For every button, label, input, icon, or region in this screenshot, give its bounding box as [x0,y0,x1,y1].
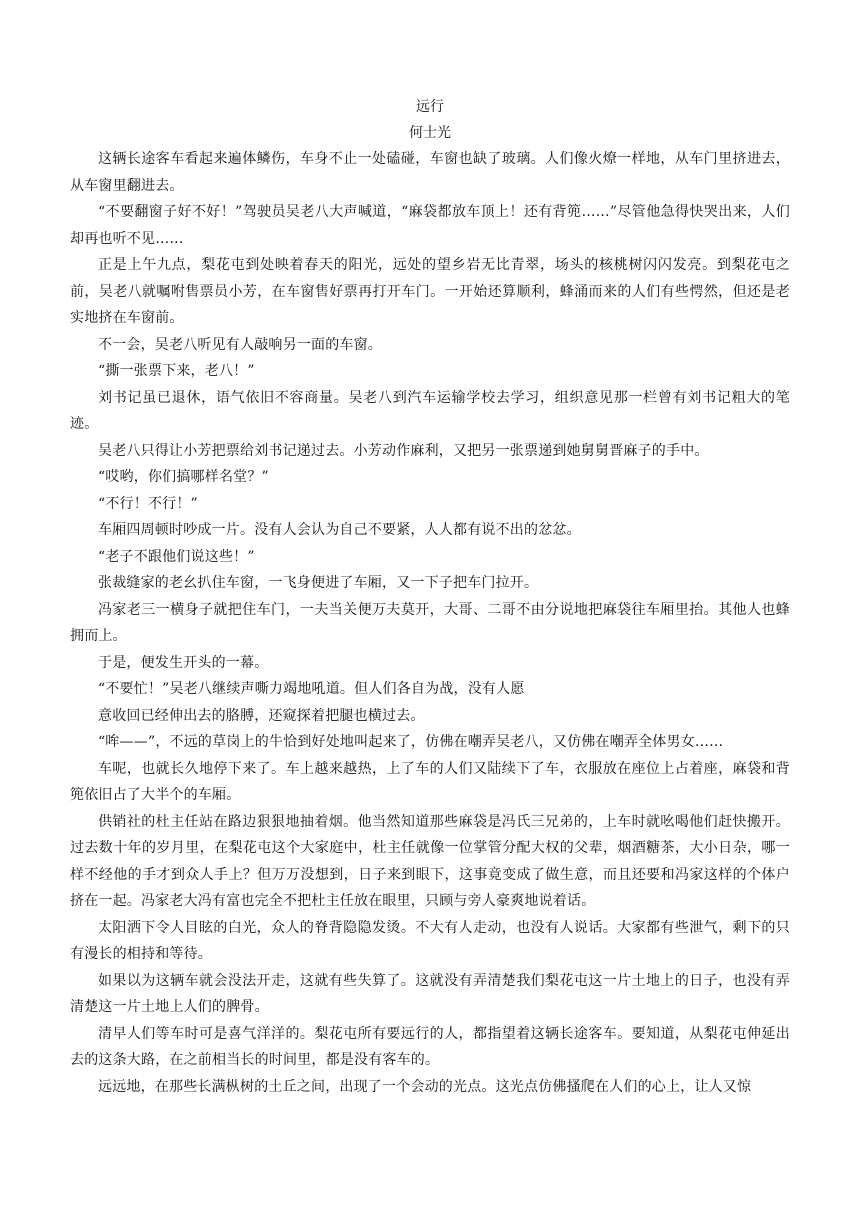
paragraph: 供销社的杜主任站在路边狠狠地抽着烟。他当然知道那些麻袋是冯氏三兄弟的，上车时就吆喝他们赶快搬开。过去数十年的岁月里，在梨花屯这个大家庭中，杜主任就像一位掌管分配大权的父辈，烟酒糖茶，大小日杂，哪一样不经他的手才到众人手上？但万万没想到，日子来到眼下，这事竟变成了做生意，而且还要和冯家这样的个体户挤在一起。冯家老大冯有富也完全不把杜主任放在眼里，只顾与旁人豪爽地说着话。 [70,813,790,909]
paragraph: 正是上午九点，梨花屯到处映着春天的阳光，远处的望乡岩无比青翠，场头的核桃树闪闪发亮。到梨花屯之前，吴老八就嘱咐售票员小芳，在车窗售好票再打开车门。一开始还算顺利，蜂涌而来的人们有些愕然，但还是老实地挤在车窗前。 [70,257,790,326]
paragraph: 车呢，也就长久地停下来了。车上越来越热，上了车的人们又陆续下了车，衣服放在座位上占着座，麻袋和背篼依旧占了大半个的车厢。 [70,760,790,803]
article-title: 远行 [416,99,444,115]
paragraph: “哞——”，不远的草岗上的牛恰到好处地叫起来了，仿佛在嘲弄吴老八，又仿佛在嘲弄全体男女…… [98,734,724,750]
paragraph: “不要翻窗子好不好！”驾驶员吴老八大声喊道，“麻袋都放车顶上！还有背篼……”尽管他急得快哭出来，人们却再也听不见…… [70,204,790,247]
paragraph: 冯家老三一横身子就把住车门，一夫当关便万夫莫开，大哥、二哥不由分说地把麻袋往车厢里抬。其他人也蜂拥而上。 [70,601,790,644]
paragraph: “不行！不行！” [98,495,198,512]
paragraph: 车厢四周顿时吵成一片。没有人会认为自己不要紧，人人都有说不出的忿忿。 [98,522,581,538]
paragraph: “撕一张票下来，老八！” [98,363,255,379]
paragraph: “哎哟，你们搞哪样名堂？” [98,469,269,485]
author-name: 何士光 [409,125,451,141]
paragraph: 意收回已经伸出去的胳膊，还窥探着把腿也横过去。 [98,707,425,724]
paragraph: 远远地，在那些长满枞树的土丘之间，出现了一个会动的光点。这光点仿佛搔爬在人们的心上，让人又惊 [98,1078,752,1095]
paragraph: 不一会，吴老八听见有人敲响另一面的车窗。 [98,336,382,353]
paragraph: 吴老八只得让小芳把票给刘书记递过去。小芳动作麻利，又把另一张票递到她舅舅晋麻子的手中。 [98,442,709,459]
paragraph: “老子不跟他们说这些！” [98,548,255,565]
paragraph: 刘书记虽已退休，语气依旧不容商量。吴老八到汽车运输学校去学习，组织意见那一栏曾有刘书记粗大的笔迹。 [70,389,790,432]
paragraph: 太阳洒下令人目眩的白光，众人的脊背隐隐发烫。不大有人走动，也没有人说话。大家都有些泄气，剩下的只有漫长的相持和等待。 [70,919,790,962]
paragraph: 张裁缝家的老幺扒住车窗，一飞身便进了车厢，又一下子把车门拉开。 [98,575,539,591]
paragraph: “不要忙！”吴老八继续声嘶力竭地吼道。但人们各自为战，没有人愿 [98,681,525,697]
paragraph: 如果以为这辆车就会没法开走，这就有些失算了。这就没有弄清楚我们梨花屯这一片土地上的日子，也没有弄清楚这一片土地上人们的脾骨。 [70,972,790,1015]
paragraph: 这辆长途客车看起来遍体鳞伤，车身不止一处磕碰，车窗也缺了玻璃。人们像火燎一样地，从车门里挤进去，从车窗里翻进去。 [70,151,790,194]
paragraph: 于是，便发生开头的一幕。 [98,654,269,671]
paragraph: 清早人们等车时可是喜气洋洋的。梨花屯所有要远行的人，都指望着这辆长途客车。要知道，从梨花屯伸延出去的这条大路，在之前相当长的时间里，都是没有客车的。 [70,1025,790,1068]
